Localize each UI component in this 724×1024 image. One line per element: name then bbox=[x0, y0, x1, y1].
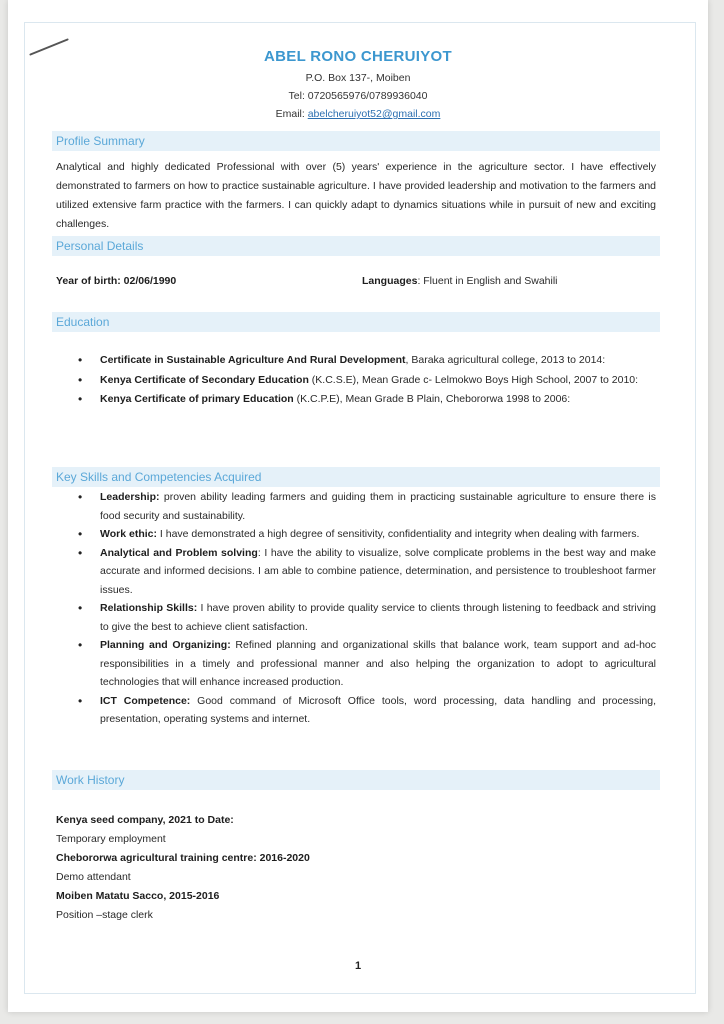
skill-detail: Good command of Microsoft Office tools, word processing, data handling and processing, presentation, operating systems and internet. bbox=[100, 694, 656, 725]
profile-summary-text: Analytical and highly dedicated Professional with over (5) years' experience in the agriculture sector. I have effectively demonstrated to farmers on how to practice sustainable agriculture. I have provided leadership and motivation to the farmers and utilized extensive farm practice with the farmers. I can quickly adapt to dynamics situations while in pursuit of new and exciting challenges. bbox=[56, 161, 656, 230]
skills-list bbox=[56, 488, 656, 729]
edu-detail: (K.C.S.E), Mean Grade c- Lelmokwo Boys High School, 2007 to 2010: bbox=[308, 373, 639, 386]
email-link[interactable]: abelcheruiyot52@gmail.com bbox=[307, 108, 441, 120]
edu-detail: , Baraka agricultural college, 2013 to 2014: bbox=[405, 354, 606, 366]
languages-label: Languages bbox=[362, 275, 418, 287]
skill-title: Leadership: bbox=[100, 491, 160, 503]
skill-detail: I have proven ability to provide quality service to clients through listening to feedback and striving to give the best to achieve client satisfaction. bbox=[100, 602, 657, 633]
job-role: Position –stage clerk bbox=[56, 909, 153, 921]
edu-title: Kenya Certificate of Secondary Education bbox=[100, 373, 309, 386]
employer: Kenya seed company, 2021 to Date: bbox=[56, 814, 234, 826]
section-profile-summary: Profile Summary bbox=[52, 131, 660, 151]
list-item bbox=[56, 692, 656, 729]
skill-title: Planning and Organizing: bbox=[100, 639, 231, 651]
education-list bbox=[56, 351, 656, 409]
employer: Chebororwa agricultural training centre: 2016-2020 bbox=[56, 852, 310, 864]
list-item bbox=[56, 636, 656, 692]
languages-value: : Fluent in English and Swahili bbox=[417, 275, 558, 287]
skill-title: Relationship Skills: bbox=[100, 602, 198, 614]
telephone: Tel: 0720565976/0789936040 bbox=[288, 90, 428, 102]
edu-title: Kenya Certificate of primary Education bbox=[100, 393, 294, 405]
list-item bbox=[56, 351, 656, 370]
skill-detail: : I have the ability to visualize, solve complicate problems in the best way and make accurate and informed decisions. I am able to combine patience, determination, and persistence to troubleshoot farmer issues. bbox=[100, 546, 656, 596]
skill-title: ICT Competence: bbox=[100, 694, 191, 707]
page-number: 1 bbox=[354, 960, 362, 972]
skill-title: Work ethic: bbox=[100, 528, 157, 540]
section-education: Education bbox=[52, 312, 660, 332]
list-item bbox=[56, 544, 656, 600]
list-item bbox=[56, 371, 656, 390]
resume-header bbox=[8, 48, 708, 123]
email-line bbox=[8, 105, 708, 123]
address: P.O. Box 137-, Moiben bbox=[305, 72, 411, 84]
skill-title: Analytical and Problem solving bbox=[100, 546, 258, 559]
year-of-birth bbox=[56, 272, 336, 291]
section-personal-details: Personal Details bbox=[52, 236, 660, 256]
section-key-skills: Key Skills and Competencies Acquired bbox=[52, 467, 660, 487]
skill-detail: I have demonstrated a high degree of sensitivity, confidentiality and integrity when dealing with farmers. bbox=[156, 528, 640, 540]
section-work-history: Work History bbox=[52, 770, 660, 790]
job-role: Temporary employment bbox=[56, 833, 166, 845]
edu-detail: (K.C.P.E), Mean Grade B Plain, Chebororwa 1998 to 2006: bbox=[293, 393, 571, 405]
list-item bbox=[56, 488, 656, 525]
work-history-list bbox=[56, 811, 656, 925]
email-label: Email: bbox=[275, 108, 308, 120]
year-of-birth-label: Year of birth: 02/06/1990 bbox=[56, 275, 177, 287]
list-item bbox=[56, 525, 656, 544]
edu-title: Certificate in Sustainable Agriculture And Rural Development bbox=[100, 354, 406, 366]
employer: Moiben Matatu Sacco, 2015-2016 bbox=[56, 890, 220, 902]
skill-detail: proven ability leading farmers and guiding them in practicing sustainable agriculture to ensure there is food security and sustainability. bbox=[100, 491, 656, 522]
list-item bbox=[56, 599, 656, 636]
candidate-name: ABEL RONO CHERUIYOT bbox=[264, 48, 452, 65]
languages bbox=[362, 272, 662, 291]
document-page bbox=[8, 0, 708, 1012]
list-item bbox=[56, 390, 656, 409]
skill-detail: Refined planning and organizational skills that balance work, team support and ad-hoc responsibilities in a timely and professional manner and also helping the organization to adopt to agricultural technologies that will enhance increased production. bbox=[100, 639, 656, 688]
job-role: Demo attendant bbox=[56, 871, 131, 883]
